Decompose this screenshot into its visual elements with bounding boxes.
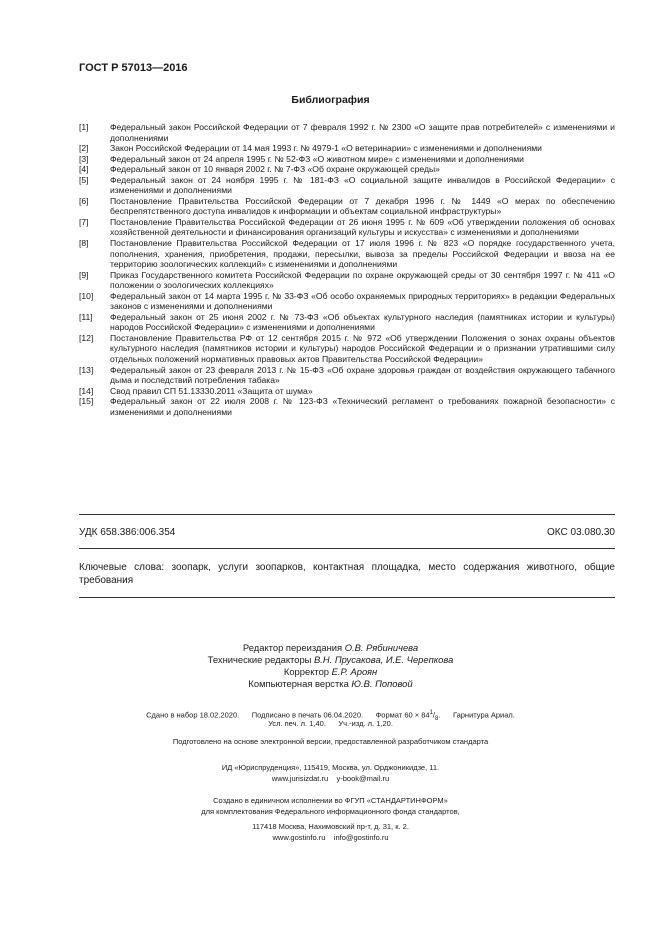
reference-text: Приказ Государственного комитета Российской Федерации по охране окружающей среды от 30 сентября 1997 г. № 411 «О положении о зоологических коллекциях» <box>110 269 615 291</box>
reference-item <box>79 312 615 333</box>
editor-line: Редактор переиздания О.В. Рябиничева <box>242 642 419 653</box>
creator-address: 117418 Москва, Нахимовский пр-т, д. 31, к. 2. <box>252 822 409 831</box>
layout-line: Компьютерная верстка Ю.В. Поповой <box>248 678 413 689</box>
reference-item <box>79 175 615 196</box>
publisher-contacts: www.jurisizdat.ru y-book@mail.ru <box>271 774 390 783</box>
reference-number: [15] <box>79 396 94 407</box>
reference-number: [7] <box>79 216 89 227</box>
keywords: Ключевые слова: зоопарк, услуги зоопарков, контактная площадка, место содержания животного, общие требования <box>79 562 615 586</box>
publisher-address: ИД «Юриспруденция», 115419, Москва, ул. Орджоникидзе, 11. <box>221 763 440 772</box>
tech-editors-line: Технические редакторы В.Н. Прусакова, И.Е. Черепкова <box>207 654 454 665</box>
reference-number: [5] <box>79 174 89 185</box>
reference-text: Федеральный закон Российской Федерации от 7 февраля 1992 г. № 2300 «О защите прав потребителей» с изменениями и дополнениями <box>110 122 615 143</box>
reference-number: [9] <box>79 269 89 280</box>
reference-item <box>79 164 615 175</box>
reference-number: [4] <box>79 164 89 175</box>
reference-number: [8] <box>79 238 89 249</box>
reference-text: Федеральный закон от 22 июля 2008 г. № 123-ФЗ «Технический регламент о требованиях пожарной безопасности» с изменениями и дополнениями <box>110 396 615 417</box>
editors-block <box>0 642 661 690</box>
reference-text: Постановление Правительства Российской Федерации от 26 июня 1995 г. № 609 «Об утверждении положения об основах хозяйственной деятельности и финансирования организаций культуры и искусства» с изменениями и дополнениями <box>110 216 615 238</box>
reference-item <box>79 122 615 143</box>
creator-line2: для комплектования Федерального информационного фонда стандартов, <box>201 807 460 816</box>
corrector-line: Корректор Е.Р. Ароян <box>283 666 378 677</box>
udk-code: УДК 658.386:006.354 <box>79 527 176 538</box>
print-info: Сдано в набор 18.02.2020. Подписано в печать 06.04.2020. Формат $60 \times 84^1/_8$. Гарнитура Ариал. <box>146 710 515 722</box>
reference-text: Постановление Правительства РФ от 12 сентября 2015 г. № 972 «Об утверждении Положения о зонах охраны объектов культурного наследия (памятников истории и культуры) народов Российской Федерации и о признании утратившими силу отдельных положений нормативных правовых актов Правительства Российской Федерации» <box>110 332 615 365</box>
reference-number: [1] <box>79 122 89 132</box>
reference-number: [6] <box>79 195 89 206</box>
reference-number: [13] <box>79 364 94 375</box>
bibliography-list <box>79 122 615 417</box>
divider <box>79 548 615 549</box>
reference-text: Постановление Правительства Российской Федерации от 17 июля 1996 г. № 823 «О порядке государственного учета, пополнения, хранения, приобретения, продажи, пересылки, вывоза за пределы Российской Федерации и ввоза на ее территорию зоологических коллекций» с изменениями и дополнениями <box>110 238 615 270</box>
divider <box>79 597 615 598</box>
creator-line1: Создано в единичном исполнении во ФГУП «СТАНДАРТИНФОРМ» <box>213 796 448 805</box>
reference-item <box>79 396 615 417</box>
reference-item <box>79 386 615 397</box>
reference-text: Федеральный закон от 24 апреля 1995 г. № 52-ФЗ «О животном мире» с изменениями и дополнениями <box>110 153 524 164</box>
reference-item <box>79 333 615 365</box>
reference-number: [11] <box>79 311 93 322</box>
reference-number: [3] <box>79 153 89 164</box>
reference-text: Федеральный закон от 14 марта 1995 г. № 33-ФЗ «Об особо охраняемых природных территориях» в редакции Федеральных законов с изменениями и дополнениями <box>110 290 615 312</box>
creator-contacts: www.gostinfo.ru info@gostinfo.ru <box>272 833 389 842</box>
reference-number: [14] <box>79 385 94 396</box>
reference-text: Свод правил СП 51.13330.2011 «Защита от шума» <box>110 385 313 396</box>
reference-item <box>79 365 615 386</box>
reference-item <box>79 217 615 238</box>
reference-number: [12] <box>79 332 94 343</box>
reference-item <box>79 238 615 270</box>
reference-item <box>79 291 615 312</box>
reference-text: Федеральный закон от 24 ноября 1995 г. № 181-ФЗ «О социальной защите инвалидов в Российской Федерации» с изменениями и дополнениями <box>110 174 615 196</box>
print-sheets: Усл. печ. л. 1,40. Уч.-изд. л. 1,20. <box>268 719 393 728</box>
reference-text: Закон Российской Федерации от 14 мая 1993 г. № 4979-1 «О ветеринарии» с изменениями и дополнениями <box>110 143 542 154</box>
prepared-note: Подготовлено на основе электронной версии, предоставленной разработчиком стандарта <box>172 737 489 746</box>
reference-text: Федеральный закон от 23 февраля 2013 г. № 15-ФЗ «Об охране здоровья граждан от воздействия окружающего табачного дыма и последствий потребления табака» <box>110 364 615 386</box>
reference-number: [10] <box>79 290 94 301</box>
reference-item <box>79 270 615 291</box>
divider <box>79 514 615 515</box>
section-title: Библиография <box>291 94 370 106</box>
reference-item <box>79 154 615 165</box>
document-code: ГОСТ Р 57013—2016 <box>79 62 188 74</box>
reference-text: Федеральный закон от 25 июня 2002 г. № 73-ФЗ «Об объектах культурного наследия (памятниках истории и культуры) народов Российской Федерации» с изменениями и дополнениями <box>110 311 615 333</box>
reference-item <box>79 143 615 154</box>
reference-text: Постановление Правительства Российской Федерации от 7 декабря 1996 г. № 1449 «О мерах по обеспечению беспрепятственного доступа инвалидов к информации и объектам социальной инфраструктуры» <box>110 195 615 217</box>
reference-item <box>79 196 615 217</box>
oks-code: ОКС 03.080.30 <box>547 527 615 538</box>
reference-number: [2] <box>79 143 89 154</box>
reference-text: Федеральный закон от 10 января 2002 г. № 7-ФЗ «Об охране окружающей среды» <box>110 164 440 175</box>
